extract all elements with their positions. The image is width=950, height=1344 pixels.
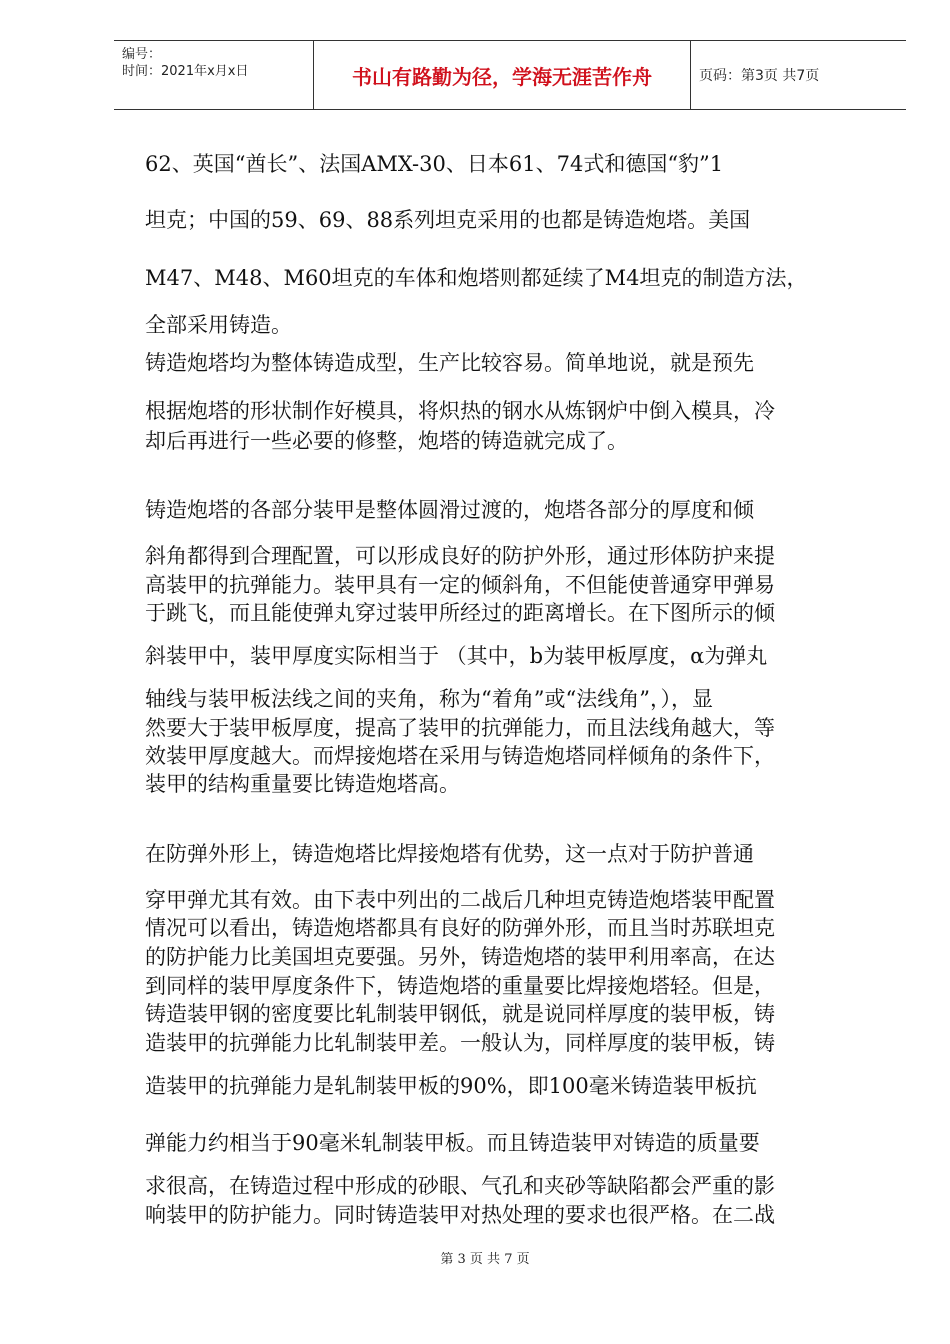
page-header (114, 40, 906, 110)
text-line: 斜装甲中，装甲厚度实际相当于 （其中，b为装甲板厚度，α为弹丸 (145, 644, 768, 668)
text-line: 轴线与装甲板法线之间的夹角，称为“着角”或“法线角”，），显 (145, 687, 713, 711)
text-line: 铸造炮塔的各部分装甲是整体圆滑过渡的，炮塔各部分的厚度和倾 (145, 498, 754, 522)
text-line: 铸造装甲钢的密度要比轧制装甲钢低，就是说同样厚度的装甲板，铸 (145, 1002, 775, 1026)
text-line: 效装甲厚度越大。而焊接炮塔在采用与铸造炮塔同样倾角的条件下， (145, 744, 775, 768)
text-line: 到同样的装甲厚度条件下，铸造炮塔的重量要比焊接炮塔轻。但是， (145, 974, 775, 998)
text-line: 斜角都得到合理配置，可以形成良好的防护外形，通过形体防护来提 (145, 544, 775, 568)
text-line: 的防护能力比美国坦克要强。另外，铸造炮塔的装甲利用率高，在达 (145, 945, 775, 969)
text-line: 造装甲的抗弹能力是轧制装甲板的90%，即100毫米铸造装甲板抗 (145, 1074, 757, 1098)
text-line: 然要大于装甲板厚度，提高了装甲的抗弹能力，而且法线角越大，等 (145, 716, 775, 740)
text-line: 穿甲弹尤其有效。由下表中列出的二战后几种坦克铸造炮塔装甲配置 (145, 888, 775, 912)
text-line: 响装甲的防护能力。同时铸造装甲对热处理的要求也很严格。在二战 (145, 1203, 775, 1227)
text-line: 高装甲的抗弹能力。装甲具有一定的倾斜角，不但能使普通穿甲弹易 (145, 573, 775, 597)
text-line: 却后再进行一些必要的修整，炮塔的铸造就完成了。 (145, 429, 628, 453)
text-line: 全部采用铸造。 (145, 313, 292, 337)
time-label: 时间：2021年x月x日 (122, 64, 249, 79)
text-line: 铸造炮塔均为整体铸造成型，生产比较容易。简单地说，就是预先 (145, 351, 754, 375)
page-footer: 第 3 页 共 7 页 (440, 1252, 530, 1267)
text-line: 根据炮塔的形状制作好模具，将炽热的钢水从炼钢炉中倒入模具，冷 (145, 399, 775, 423)
text-line: 装甲的结构重量要比铸造炮塔高。 (145, 772, 460, 796)
text-line: 于跳飞，而且能使弹丸穿过装甲所经过的距离增长。在下图所示的倾 (145, 601, 775, 625)
text-line: 在防弹外形上，铸造炮塔比焊接炮塔有优势，这一点对于防护普通 (145, 842, 754, 866)
text-line: 情况可以看出，铸造炮塔都具有良好的防弹外形，而且当时苏联坦克 (145, 916, 775, 940)
header-page-info: 页码：第3页 共7页 (699, 68, 820, 84)
text-line: 弹能力约相当于90毫米轧制装甲板。而且铸造装甲对铸造的质量要 (145, 1131, 760, 1155)
number-label: 编号： (122, 47, 162, 62)
text-line: 坦克；中国的59、69、88系列坦克采用的也都是铸造炮塔。美国 (145, 208, 751, 232)
text-line: 造装甲的抗弹能力比轧制装甲差。一般认为，同样厚度的装甲板，铸 (145, 1031, 775, 1055)
header-meta (114, 41, 314, 109)
text-line: M47、M48、M60坦克的车体和炮塔则都延续了M4坦克的制造方法， (145, 266, 808, 290)
text-line: 62、英国“酋长”、法国AMX-30、日本61、74式和德国“豹”1 (145, 152, 724, 176)
header-motto: 书山有路勤为径，学海无涯苦作舟 (314, 41, 691, 109)
text-line: 求很高，在铸造过程中形成的砂眼、气孔和夹砂等缺陷都会严重的影 (145, 1174, 775, 1198)
